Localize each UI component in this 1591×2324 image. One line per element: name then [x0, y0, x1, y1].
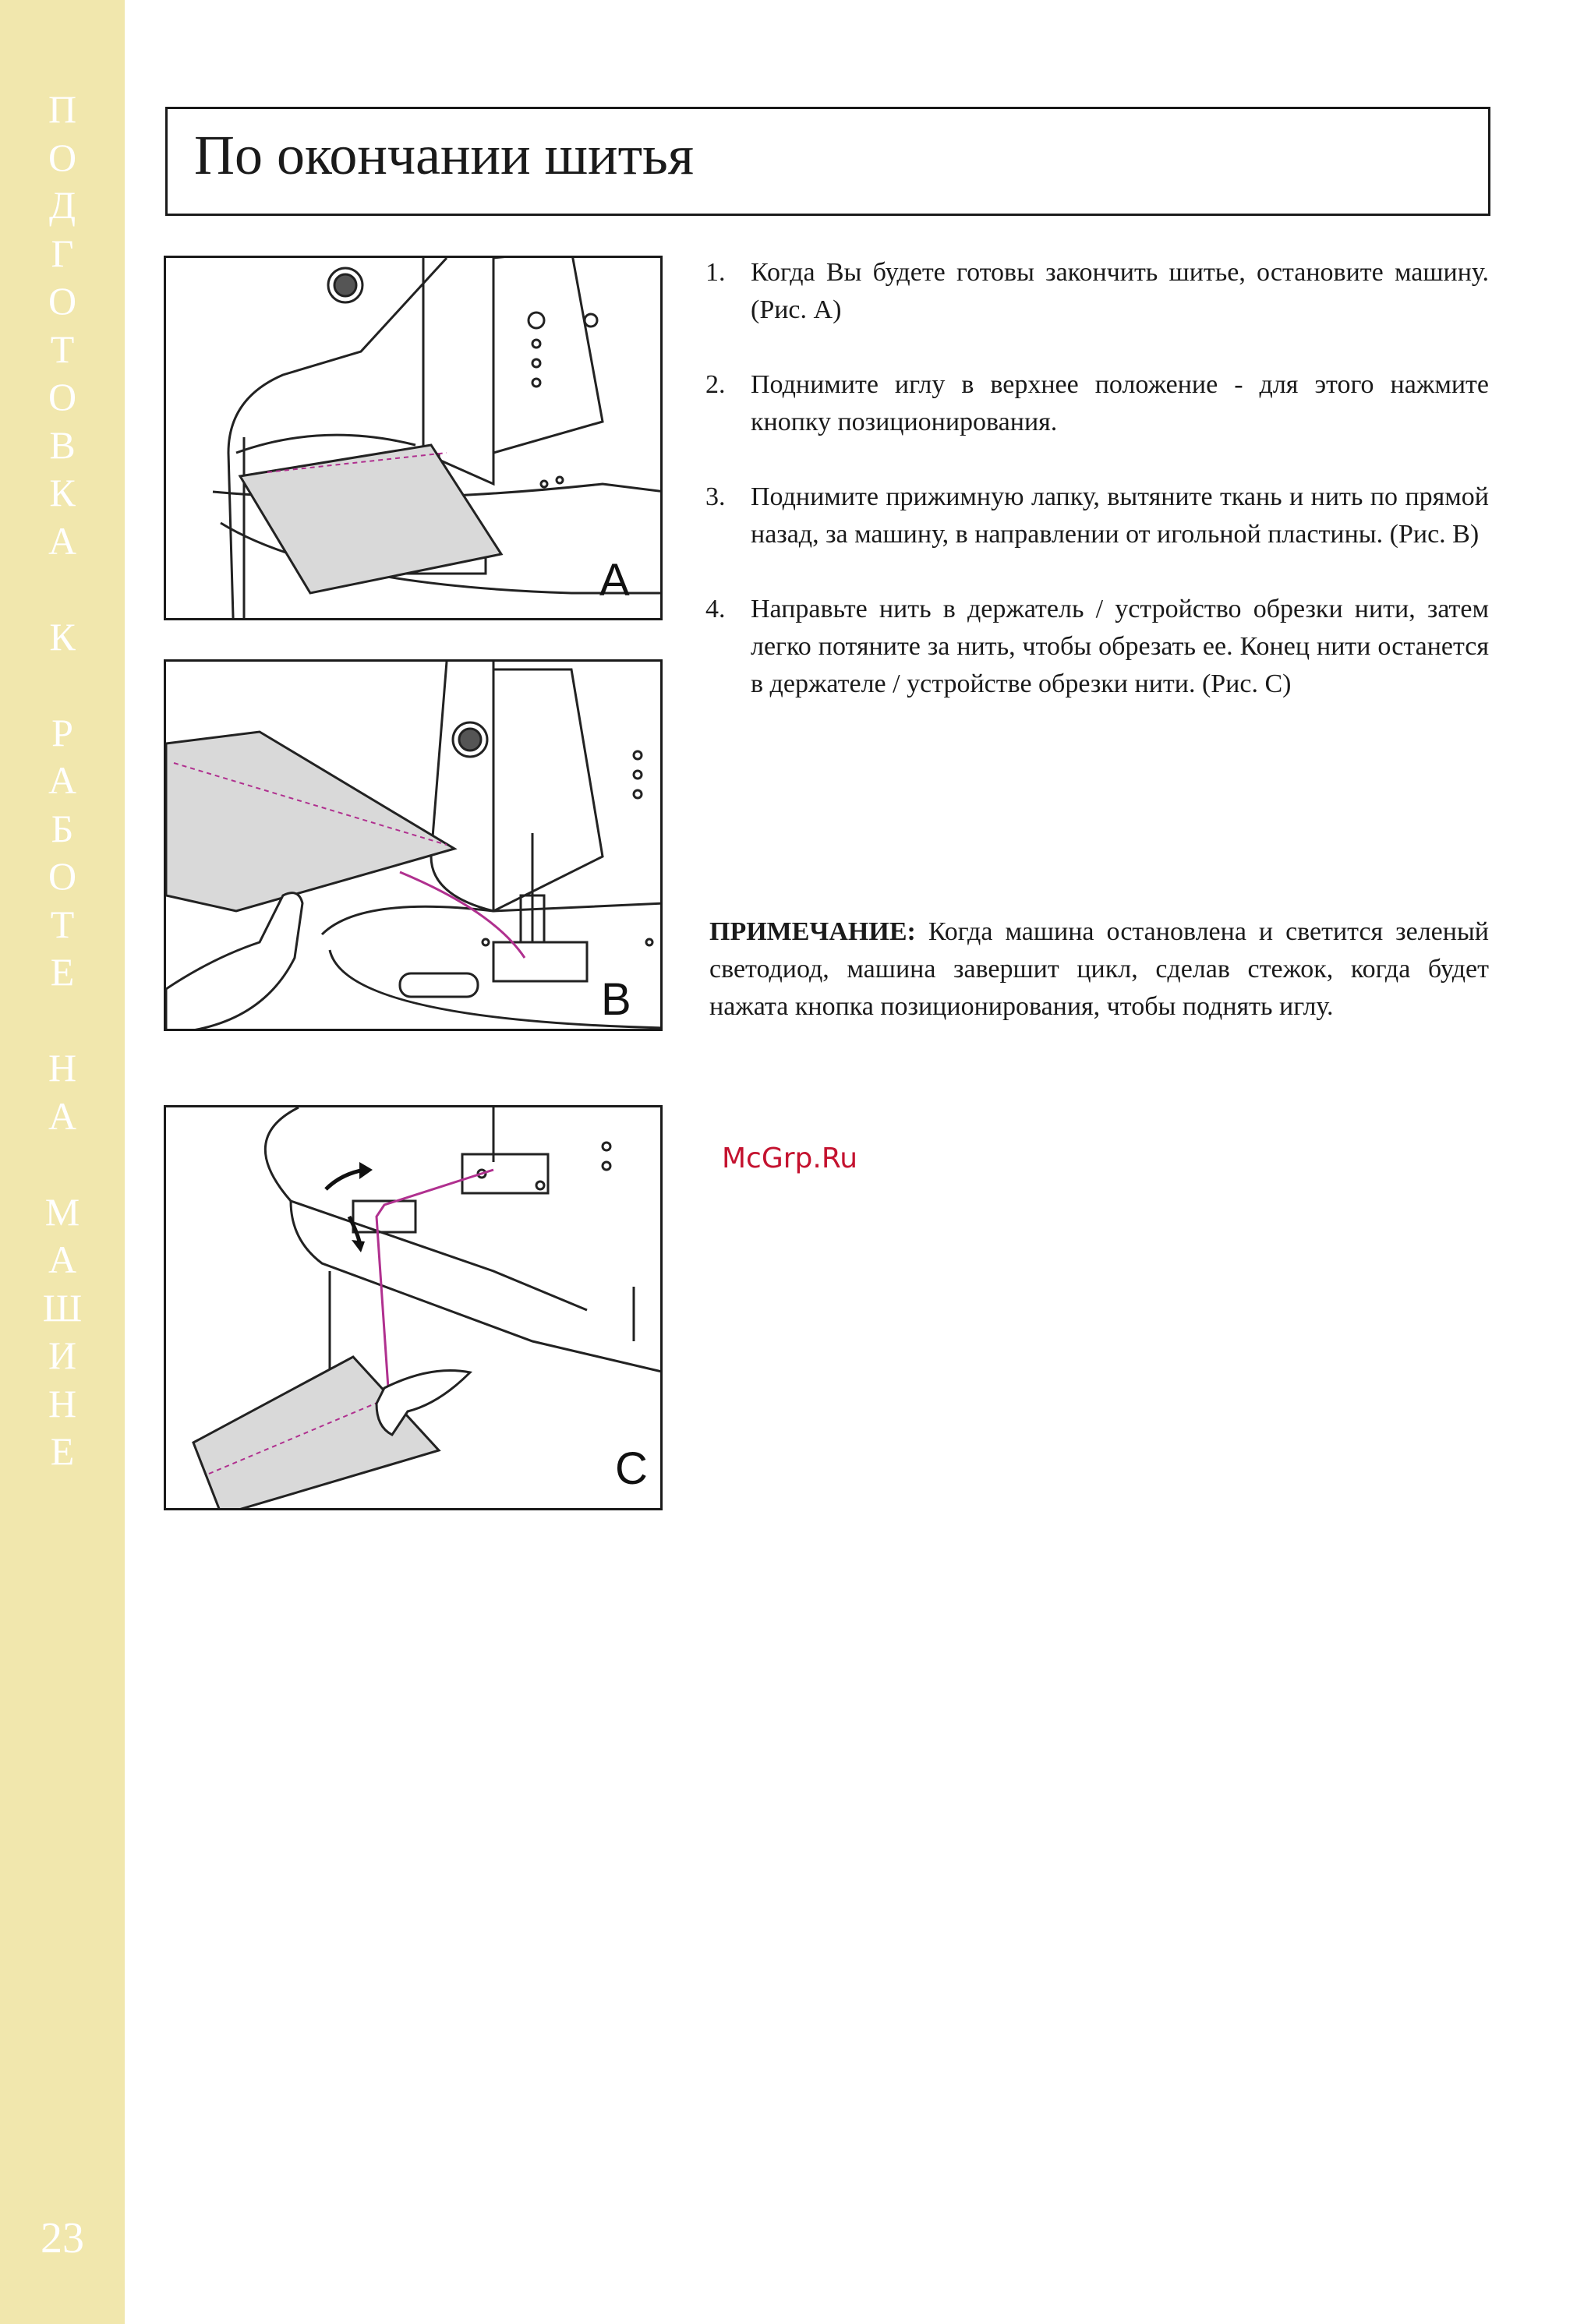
- sidebar: [0, 0, 125, 2324]
- figure-b: [164, 659, 663, 1031]
- instruction-steps: [705, 254, 1489, 703]
- sewing-machine-illustration-a: [166, 258, 663, 620]
- step-text: Поднимите прижимную лапку, вытяните ткань и нить по прямой назад, за машину, в направлении от игольной пластины. (Рис. В): [751, 482, 1489, 549]
- sidebar-letter: К: [49, 471, 76, 514]
- sidebar-letter: П: [48, 87, 77, 131]
- step-item: [705, 366, 1489, 441]
- sidebar-letter: А: [48, 758, 77, 802]
- page-number: 23: [41, 2214, 84, 2262]
- figure-label-c: C: [615, 1443, 648, 1494]
- title-box: [165, 107, 1490, 216]
- sidebar-section-title: [0, 86, 125, 1476]
- step-item: [705, 591, 1489, 703]
- sewing-machine-illustration-b: [166, 662, 663, 1031]
- sewing-machine-illustration-c: [166, 1107, 663, 1510]
- sidebar-letter: М: [44, 1189, 80, 1234]
- page-title: По окончании шитья: [194, 124, 695, 186]
- sidebar-letter: В: [49, 422, 76, 467]
- sidebar-letter: И: [48, 1333, 77, 1377]
- figure-a: [164, 256, 663, 620]
- sidebar-letter: Р: [51, 710, 73, 754]
- sidebar-letter: Н: [48, 1046, 77, 1090]
- sidebar-letter: Г: [51, 231, 74, 275]
- step-number: 1.: [705, 258, 726, 287]
- step-text: Когда Вы будете готовы закончить шитье, остановите машину. (Рис. А): [751, 258, 1489, 324]
- figure-label-a: A: [599, 555, 630, 606]
- step-number: 3.: [705, 482, 726, 511]
- sidebar-letter: О: [48, 279, 77, 323]
- step-number: 2.: [705, 370, 726, 399]
- figure-c: [164, 1105, 663, 1510]
- note-paragraph: [709, 913, 1489, 1026]
- sidebar-letter: К: [49, 614, 76, 659]
- step-number: 4.: [705, 595, 726, 623]
- sidebar-letter: А: [48, 1093, 77, 1138]
- sidebar-letter: Е: [50, 1429, 75, 1473]
- step-item: [705, 254, 1489, 329]
- note-label: ПРИМЕЧАНИЕ:: [709, 917, 916, 946]
- step-text: Поднимите иглу в верхнее положение - для этого нажмите кнопку позиционирования.: [751, 370, 1489, 436]
- sidebar-letter: О: [48, 854, 77, 898]
- sidebar-letter: Т: [50, 902, 75, 946]
- sidebar-letter: А: [48, 518, 77, 563]
- sidebar-letter: Е: [50, 950, 75, 994]
- sidebar-letter: Д: [48, 183, 76, 227]
- watermark: McGrp.Ru: [722, 1143, 858, 1174]
- figure-label-b: B: [601, 974, 631, 1025]
- step-item: [705, 479, 1489, 553]
- step-text: Направьте нить в держатель / устройство обрезки нити, затем легко потяните за нить, чтобы обрезать ее. Конец нити останется в держателе / устройстве обрезки нити. (Рис. С): [751, 595, 1489, 698]
- sidebar-letter: Н: [48, 1381, 77, 1425]
- sidebar-letter: Ш: [42, 1285, 83, 1330]
- sidebar-letter: О: [48, 375, 77, 419]
- sidebar-letter: Т: [50, 327, 75, 371]
- sidebar-letter: Б: [51, 806, 74, 850]
- sidebar-letter: О: [48, 135, 77, 179]
- sidebar-letter: А: [48, 1238, 77, 1281]
- note-text: Когда машина остановлена и светится зеленый светодиод, машина завершит цикл, сделав стежок, когда будет нажата кнопка позиционирования, чтобы поднять иглу.: [709, 917, 1489, 1021]
